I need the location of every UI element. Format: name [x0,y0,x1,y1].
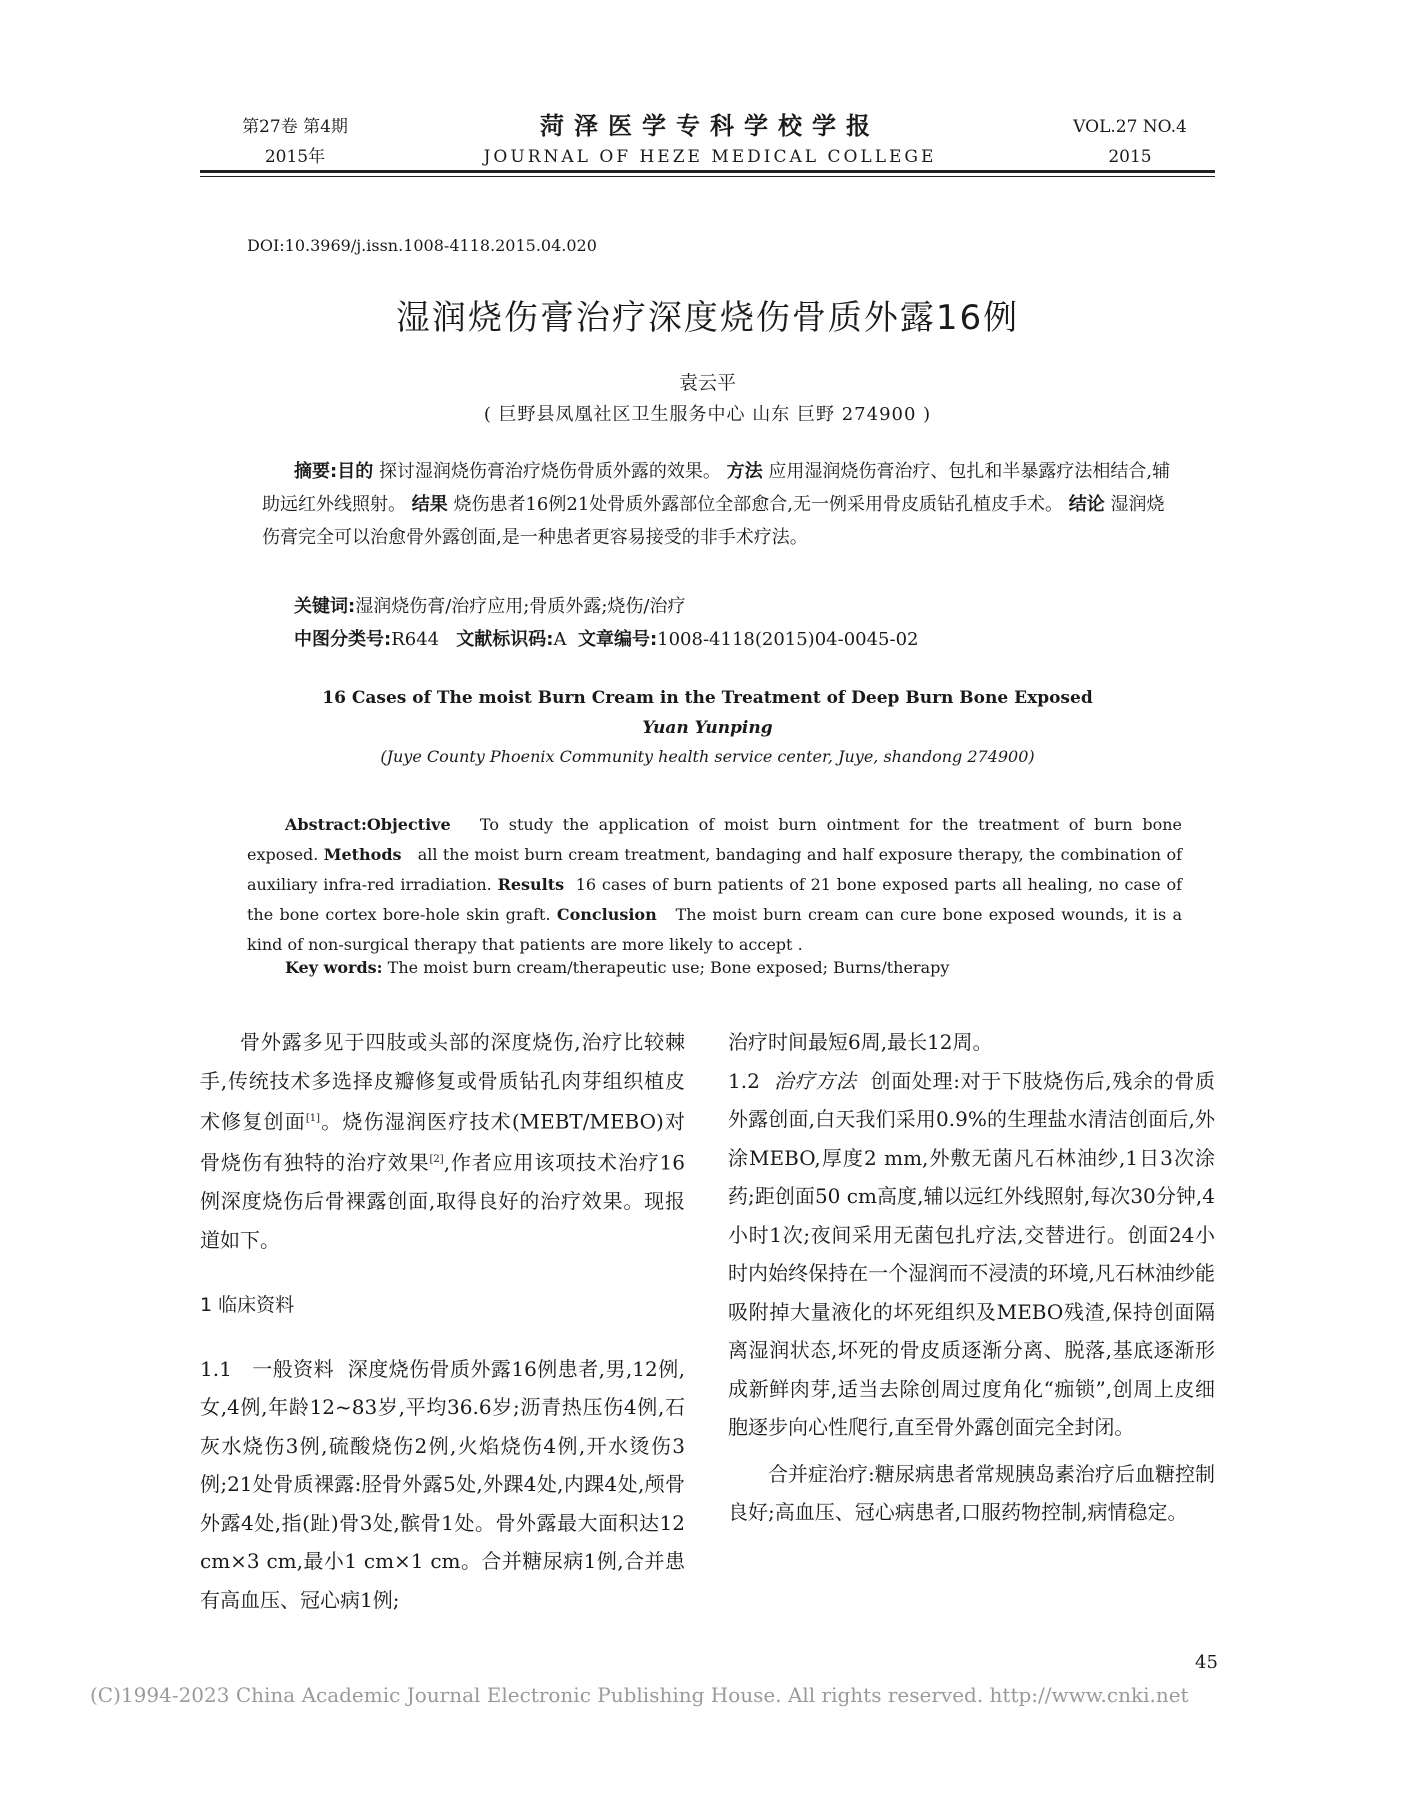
results-label-en: Results [497,875,565,894]
complication-paragraph: 合并症治疗:糖尿病患者常规胰岛素治疗后血糖控制良好;高血压、冠心病患者,口服药物控制,病情稳定。 [728,1461,1215,1524]
keywords-text-en: The moist burn cream/therapeutic use; Bone exposed; Burns/therapy [387,958,950,977]
keywords-text-cn: 湿润烧伤膏/治疗应用;骨质外露;烧伤/治疗 [355,596,686,617]
year-cn: 2015年 [264,147,326,167]
continued-text: 治疗时间最短6周,最长12周。 [728,1030,993,1054]
keywords-cn [294,590,685,623]
header-volume-cn [215,112,375,172]
article-number-label: 文章编号: [577,629,658,650]
doc-code-label: 文献标识码: [456,629,554,650]
subsection-number: 1.2 [728,1068,760,1093]
subsection-title: 治疗方法 [773,1068,857,1093]
methods-label-en: Methods [323,845,402,864]
page-number: 45 [1195,1652,1218,1673]
objective-text-en: To study the application of moist burn ointment for the treatment of burn bone exposed. [247,815,1182,864]
results-text-cn: 烧伤患者16例21处骨质外露部位全部愈合,无一例采用骨皮质钻孔植皮手术。 [453,494,1063,515]
keywords-en [285,958,949,977]
header-rule-thick [200,170,1215,173]
subsection-title: 一般资料 [252,1356,335,1381]
journal-name-en: JOURNAL OF HEZE MEDICAL COLLEGE [483,147,937,167]
abstract-label-en: Abstract [285,815,361,834]
affiliation-en: (Juye County Phoenix Community health service center, Juye, shandong 274900) [380,747,1035,766]
affiliation: ( 巨野县凤凰社区卫生服务中心 山东 巨野 274900 ) [483,404,932,425]
article-title: 湿润烧伤膏治疗深度烧伤骨质外露16例 [395,298,1020,338]
article-title-en: 16 Cases of The moist Burn Cream in the Treatment of Deep Burn Bone Exposed [322,688,1093,708]
abstract-label-cn: 摘要:目的 [294,461,374,482]
objective-text-cn: 探讨湿润烧伤膏治疗烧伤骨质外露的效果。 [378,461,721,482]
body-column-left [200,1023,685,1619]
conclusion-text-en: The moist burn cream can cure bone exposed wounds, it is a kind of non-surgical therapy that patients are more likely to accept . [247,905,1183,954]
keywords-label-en: Key words: [285,958,383,977]
methods-label-cn: 方法 [726,461,763,482]
subsection-number: 1.1 [200,1356,232,1381]
year-en: 2015 [1108,147,1152,167]
subsection-1-1 [200,1350,685,1620]
section-heading-1: 1 临床资料 [200,1294,295,1317]
subsection-text: 创面处理:对于下肢烧伤后,残余的骨质外露创面,白天我们采用0.9%的生理盐水清洁创面后,外涂MEBO,厚度2 mm,外敷无菌凡石林油纱,1日3次涂药;距创面50 cm高度,辅以远红外线照射,每次30分钟,4小时1次;夜间采用无菌包扎疗法,交替进行。创面24小时内始终保持在一个湿润而不浸渍的环境,凡石林油纱能吸附掉大量液化的坏死组织及MEBO残渣,保持创面隔离湿润状态,坏死的骨皮质逐渐分离、脱落,基底逐渐形成新鲜肉芽,适当去除创周过度角化“痂锁”,创周上皮细胞逐步向心性爬行,直至骨外露创面完全封闭。 [728,1068,1215,1439]
author: 袁云平 [678,372,736,394]
objective-label-en: Objective [366,815,451,834]
journal-name-cn: 菏泽医学专科学校学报 [540,112,880,140]
classification-line [294,623,919,656]
methods-text-en: all the moist burn cream treatment, bandaging and half exposure therapy, the combination of auxiliary infra-red irradiation. [247,845,1182,894]
article-number-value: 1008-4118(2015)04-0045-02 [657,629,919,650]
conclusion-text-cn: 湿润烧伤膏完全可以治愈骨外露创面,是一种患者更容易接受的非手术疗法。 [262,494,1165,548]
citation-1: [1] [305,1113,321,1124]
abstract-cn [262,455,1182,554]
methods-text-cn: 应用湿润烧伤膏治疗、包扎和半暴露疗法相结合,辅助远红外线照射。 [262,461,1171,515]
results-text-en: 16 cases of burn patients of 21 bone exposed parts all healing, no case of the bone cortex bore-hole skin graft. [247,875,1182,924]
results-label-cn: 结果 [411,494,448,515]
clc-label: 中图分类号: [294,629,392,650]
doc-code-value: A [553,629,567,650]
header-volume-en [1060,112,1200,172]
doi: DOI:10.3969/j.issn.1008-4118.2015.04.020 [247,236,597,255]
volume-issue-cn: 第27卷 第4期 [242,117,348,137]
author-en: Yuan Yunping [642,718,773,738]
copyright-footer: (C)1994-2023 China Academic Journal Electronic Publishing House. All rights reserved. http://www.cnki.net [90,1683,1189,1707]
keywords-label-cn: 关键词: [294,596,356,617]
body-column-right [728,1023,1215,1532]
conclusion-label-cn: 结论 [1068,494,1105,515]
journal-masthead [420,108,1000,170]
citation-2: [2] [429,1154,444,1166]
volume-issue-en: VOL.27 NO.4 [1073,117,1187,137]
clc-value: R644 [391,629,440,650]
abstract-en: Abstract:Objective To study the application of moist burn ointment for the treatment of burn bone exposed. Methods all the moist burn cream treatment, bandaging and half exposure therapy, the combination of auxiliary infra-red irradiation. Results 16 cases of burn patients of 21 bone exposed parts all healing, no case of the bone cortex bore-hole skin graft. Conclusion The moist burn cream can cure bone exposed wounds, it is a kind of non-surgical therapy that patients are more likely to accept . [247,815,1183,954]
intro-paragraph: 骨外露多见于四肢或头部的深度烧伤,治疗比较棘手,传统技术多选择皮瓣修复或骨质钻孔肉芽组织植皮术修复创面[1]。烧伤湿润医疗技术(MEBT/MEBO)对骨烧伤有独特的治疗效果[2],作者应用该项技术治疗16例深度烧伤后骨裸露创面,取得良好的治疗效果。现报道如下。 [200,1030,686,1252]
subsection-text: 深度烧伤骨质外露16例患者,男,12例,女,4例,年龄12~83岁,平均36.6岁;沥青热压伤4例,石灰水烧伤3例,硫酸烧伤2例,火焰烧伤4例,开水烫伤3例;21处骨质裸露:胫骨外露5处,外踝4处,内踝4处,颅骨外露4处,指(趾)骨3处,髌骨1处。骨外露最大面积达12 cm×3 cm,最小1 cm×1 cm。合并糖尿病1例,合并患有高血压、冠心病1例; [200,1356,686,1612]
subsection-1-2 [728,1062,1215,1447]
header-rule-thin [200,176,1215,177]
conclusion-label-en: Conclusion [556,905,657,924]
